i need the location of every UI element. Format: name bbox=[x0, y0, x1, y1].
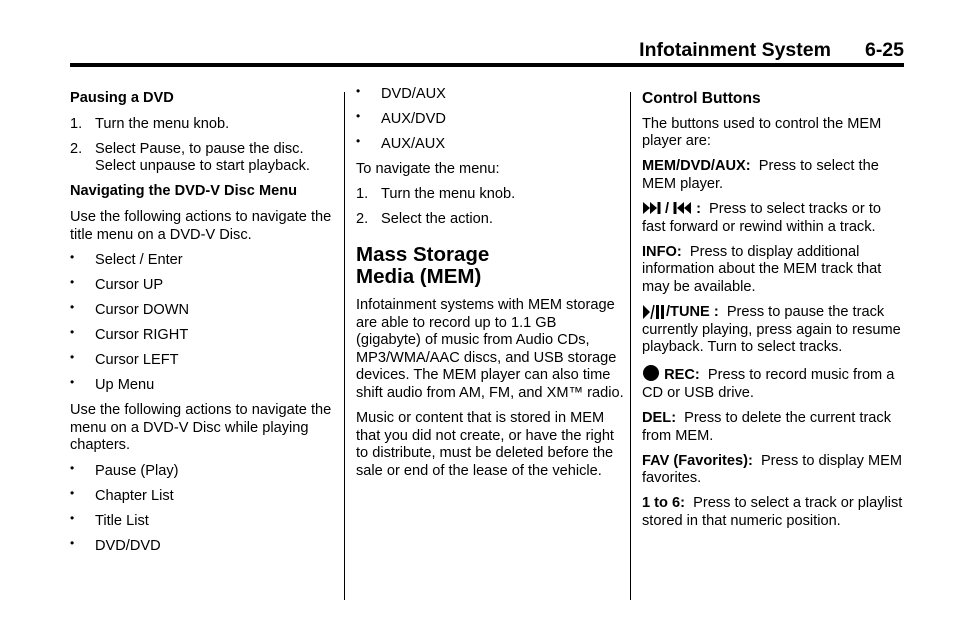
list-item bbox=[70, 116, 338, 134]
control-heading: Control Buttons bbox=[642, 90, 761, 107]
item-text: Cursor RIGHT bbox=[95, 326, 189, 343]
bullet: • bbox=[70, 350, 75, 365]
rec-term: REC: bbox=[664, 367, 700, 384]
bullet: • bbox=[70, 375, 75, 390]
item-text: Cursor LEFT bbox=[95, 352, 179, 369]
list-item bbox=[70, 535, 338, 556]
item-text: Up Menu bbox=[95, 377, 155, 394]
info-term: INFO: bbox=[642, 243, 682, 260]
step-number: 2. bbox=[70, 140, 83, 157]
step-number: 2. bbox=[356, 211, 369, 228]
del-desc: Press to delete the current track from MEM. bbox=[642, 409, 892, 444]
info-entry bbox=[642, 244, 904, 297]
item-text: Select / Enter bbox=[95, 251, 183, 268]
page-header bbox=[70, 38, 904, 62]
rec-entry bbox=[642, 364, 904, 402]
bullet: • bbox=[70, 249, 75, 264]
tune-entry bbox=[642, 304, 904, 357]
mem-heading bbox=[356, 244, 624, 287]
seek-entry bbox=[642, 201, 904, 236]
item-text: Pause (Play) bbox=[95, 462, 179, 479]
navigate-intro: To navigate the menu: bbox=[356, 161, 500, 178]
list-item bbox=[70, 377, 338, 395]
fav-term: FAV (Favorites): bbox=[642, 452, 753, 469]
nav-intro: Use the following actions to navigate the title menu on a DVD-V Disc. bbox=[70, 208, 332, 243]
list-item bbox=[356, 186, 624, 204]
list-item bbox=[70, 510, 338, 531]
list-item bbox=[70, 274, 338, 295]
tune-term: /TUNE : bbox=[666, 303, 719, 320]
mem-dvd-aux-entry bbox=[642, 158, 904, 193]
list-item bbox=[70, 485, 338, 506]
list-item bbox=[356, 211, 624, 229]
bullet: • bbox=[356, 84, 361, 98]
column-divider-1 bbox=[344, 92, 345, 600]
del-term: DEL: bbox=[642, 409, 677, 426]
bullet: • bbox=[70, 274, 75, 289]
bullet: • bbox=[356, 109, 361, 124]
item-text: Cursor DOWN bbox=[95, 301, 190, 318]
item-text: DVD/AUX bbox=[381, 86, 446, 102]
item-text: Chapter List bbox=[95, 487, 174, 504]
list-item bbox=[70, 460, 338, 481]
page-number: 6-25 bbox=[864, 39, 904, 61]
step-number: 1. bbox=[356, 186, 369, 203]
chapters-intro: Use the following actions to navigate the menu on a DVD-V Disc while playing chapters. bbox=[70, 402, 332, 454]
seek-colon: : bbox=[696, 200, 701, 217]
seek-separator: / bbox=[665, 200, 670, 217]
step-text: Select the action. bbox=[381, 211, 493, 228]
title-actions bbox=[70, 249, 338, 395]
rec-desc: Press to record music from a CD or USB drive. bbox=[642, 367, 895, 401]
column-divider-2 bbox=[630, 92, 631, 600]
fav-entry bbox=[642, 453, 904, 488]
list-item bbox=[70, 352, 338, 370]
item-text: AUX/DVD bbox=[381, 111, 446, 128]
one-to-six-desc: Press to select a track or playlist stored in that numeric position. bbox=[642, 495, 903, 529]
column-2 bbox=[356, 86, 624, 488]
navigate-steps bbox=[356, 186, 624, 229]
mem-dvd-aux-term: MEM/DVD/AUX: bbox=[642, 158, 751, 175]
step-number: 1. bbox=[70, 115, 83, 132]
list-item bbox=[70, 324, 338, 345]
nav-heading: Navigating the DVD-V Disc Menu bbox=[70, 183, 298, 200]
column-3 bbox=[642, 90, 904, 538]
item-text: Cursor UP bbox=[95, 276, 164, 293]
pausing-steps bbox=[70, 116, 338, 176]
bullet: • bbox=[356, 134, 361, 149]
step-text: Turn the menu knob. bbox=[381, 186, 516, 203]
column-1 bbox=[70, 90, 338, 563]
list-item bbox=[356, 86, 624, 104]
step-text: Turn the menu knob. bbox=[95, 115, 230, 132]
seek-forward-icon bbox=[642, 201, 662, 215]
bullet: • bbox=[70, 299, 75, 314]
list-item bbox=[70, 299, 338, 320]
bullet: • bbox=[70, 324, 75, 339]
record-icon bbox=[642, 364, 660, 382]
one-to-six-entry bbox=[642, 495, 904, 530]
chapter-actions bbox=[70, 460, 338, 556]
bullet: • bbox=[70, 460, 75, 475]
one-to-six-term: 1 to 6: bbox=[642, 495, 685, 512]
mem-heading-line1: Mass Storage bbox=[356, 243, 490, 267]
control-intro: The buttons used to control the MEM player are: bbox=[642, 115, 882, 150]
mem-dvd-aux-desc: Press to select the MEM player. bbox=[642, 158, 879, 192]
list-item bbox=[70, 249, 338, 270]
bullet: • bbox=[70, 510, 75, 525]
list-item bbox=[356, 111, 624, 129]
list-item bbox=[70, 141, 338, 176]
item-text: Title List bbox=[95, 512, 149, 529]
mem-heading-line2: Media (MEM) bbox=[356, 264, 482, 288]
step-text: Select Pause, to pause the disc. Select unpause to start playback. bbox=[95, 140, 310, 175]
header-rule bbox=[70, 63, 904, 67]
item-text: DVD/DVD bbox=[95, 537, 161, 554]
tune-desc: Press to pause the track currently playing, press again to resume playback. Turn to select tracks. bbox=[642, 303, 901, 356]
del-entry bbox=[642, 410, 904, 445]
play-pause-icon bbox=[642, 304, 666, 318]
list-item bbox=[356, 136, 624, 154]
item-text: AUX/AUX bbox=[381, 136, 446, 153]
more-actions bbox=[356, 86, 624, 154]
pausing-heading: Pausing a DVD bbox=[70, 90, 174, 106]
mem-para1: Infotainment systems with MEM storage are able to record up to 1.1 GB (gigabyte) of music from Audio CDs, MP3/WMA/AAC discs, and USB storage devices. The MEM player can also time shift audio from AM, FM, and XM™ radio. bbox=[356, 297, 624, 402]
mem-para2: Music or content that is stored in MEM that you did not create, or have the right to distribute, must be deleted before the sale or end of the lease of the vehicle. bbox=[356, 410, 614, 479]
header-title: Infotainment System bbox=[639, 39, 831, 61]
bullet: • bbox=[70, 535, 75, 550]
fav-desc: Press to display MEM favorites. bbox=[642, 452, 903, 487]
seek-desc: Press to select tracks or to fast forward or rewind within a track. bbox=[642, 200, 881, 235]
seek-back-icon bbox=[672, 201, 692, 215]
bullet: • bbox=[70, 485, 75, 500]
info-desc: Press to display additional information about the MEM track that may be available. bbox=[642, 243, 882, 295]
